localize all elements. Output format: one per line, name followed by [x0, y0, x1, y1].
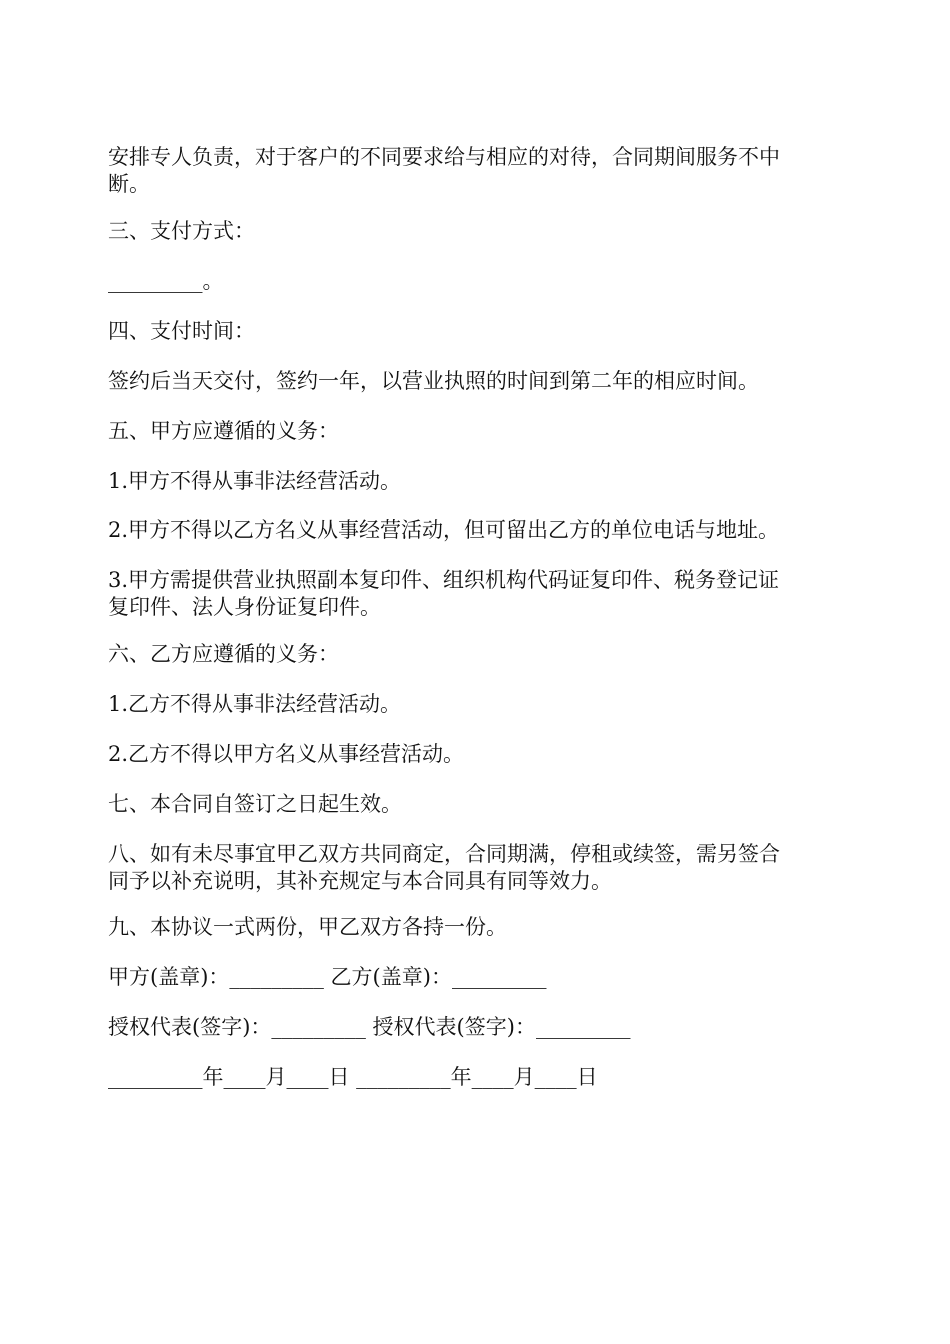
payment-time-text	[108, 368, 848, 395]
party-a-item-2	[108, 517, 848, 544]
line: 同予以补充说明，其补充规定与本合同具有同等效力。	[108, 869, 612, 893]
line: 1.乙方不得从事非法经营活动。	[108, 692, 402, 716]
line: 七、本合同自签订之日起生效。	[108, 792, 402, 816]
line: 2.甲方不得以乙方名义从事经营活动，但可留出乙方的单位电话与地址。	[108, 518, 780, 542]
line: 五、甲方应遵循的义务：	[108, 419, 339, 443]
clause-supplementary	[108, 841, 848, 895]
line: 1.甲方不得从事非法经营活动。	[108, 469, 402, 493]
line: 2.乙方不得以甲方名义从事经营活动。	[108, 742, 465, 766]
heading-party-a-obligations	[108, 418, 848, 445]
line: 复印件、法人身份证复印件。	[108, 595, 381, 619]
signature-representative-line	[108, 1014, 848, 1041]
line: 六、乙方应遵循的义务：	[108, 642, 339, 666]
line: 3.甲方需提供营业执照副本复印件、组织机构代码证复印件、税务登记证	[108, 568, 780, 592]
payment-method-blank	[108, 268, 848, 295]
line: 甲方(盖章)：_________ 乙方(盖章)：_________	[108, 965, 547, 989]
line: 签约后当天交付，签约一年，以营业执照的时间到第二年的相应时间。	[108, 369, 759, 393]
signature-seal-line	[108, 964, 848, 991]
party-b-item-2	[108, 741, 848, 768]
party-b-item-1	[108, 691, 848, 718]
heading-payment-method	[108, 218, 848, 245]
party-a-item-3	[108, 567, 848, 621]
line: 九、本协议一式两份，甲乙双方各持一份。	[108, 915, 507, 939]
signature-date-line	[108, 1064, 848, 1091]
line: _________。	[108, 269, 224, 293]
line: _________年____月____日 _________年____月____日	[108, 1065, 598, 1089]
heading-party-b-obligations	[108, 641, 848, 668]
paragraph-service-continuation	[108, 144, 848, 198]
clause-effective	[108, 791, 848, 818]
line: 安排专人负责，对于客户的不同要求给与相应的对待，合同期间服务不中	[108, 145, 780, 169]
line: 三、支付方式：	[108, 219, 255, 243]
party-a-item-1	[108, 468, 848, 495]
line: 四、支付时间：	[108, 319, 255, 343]
heading-payment-time	[108, 318, 848, 345]
line: 授权代表(签字)：_________ 授权代表(签字)：_________	[108, 1015, 631, 1039]
line: 断。	[108, 172, 150, 196]
clause-copies	[108, 914, 848, 941]
line: 八、如有未尽事宜甲乙双方共同商定，合同期满，停租或续签，需另签合	[108, 842, 780, 866]
